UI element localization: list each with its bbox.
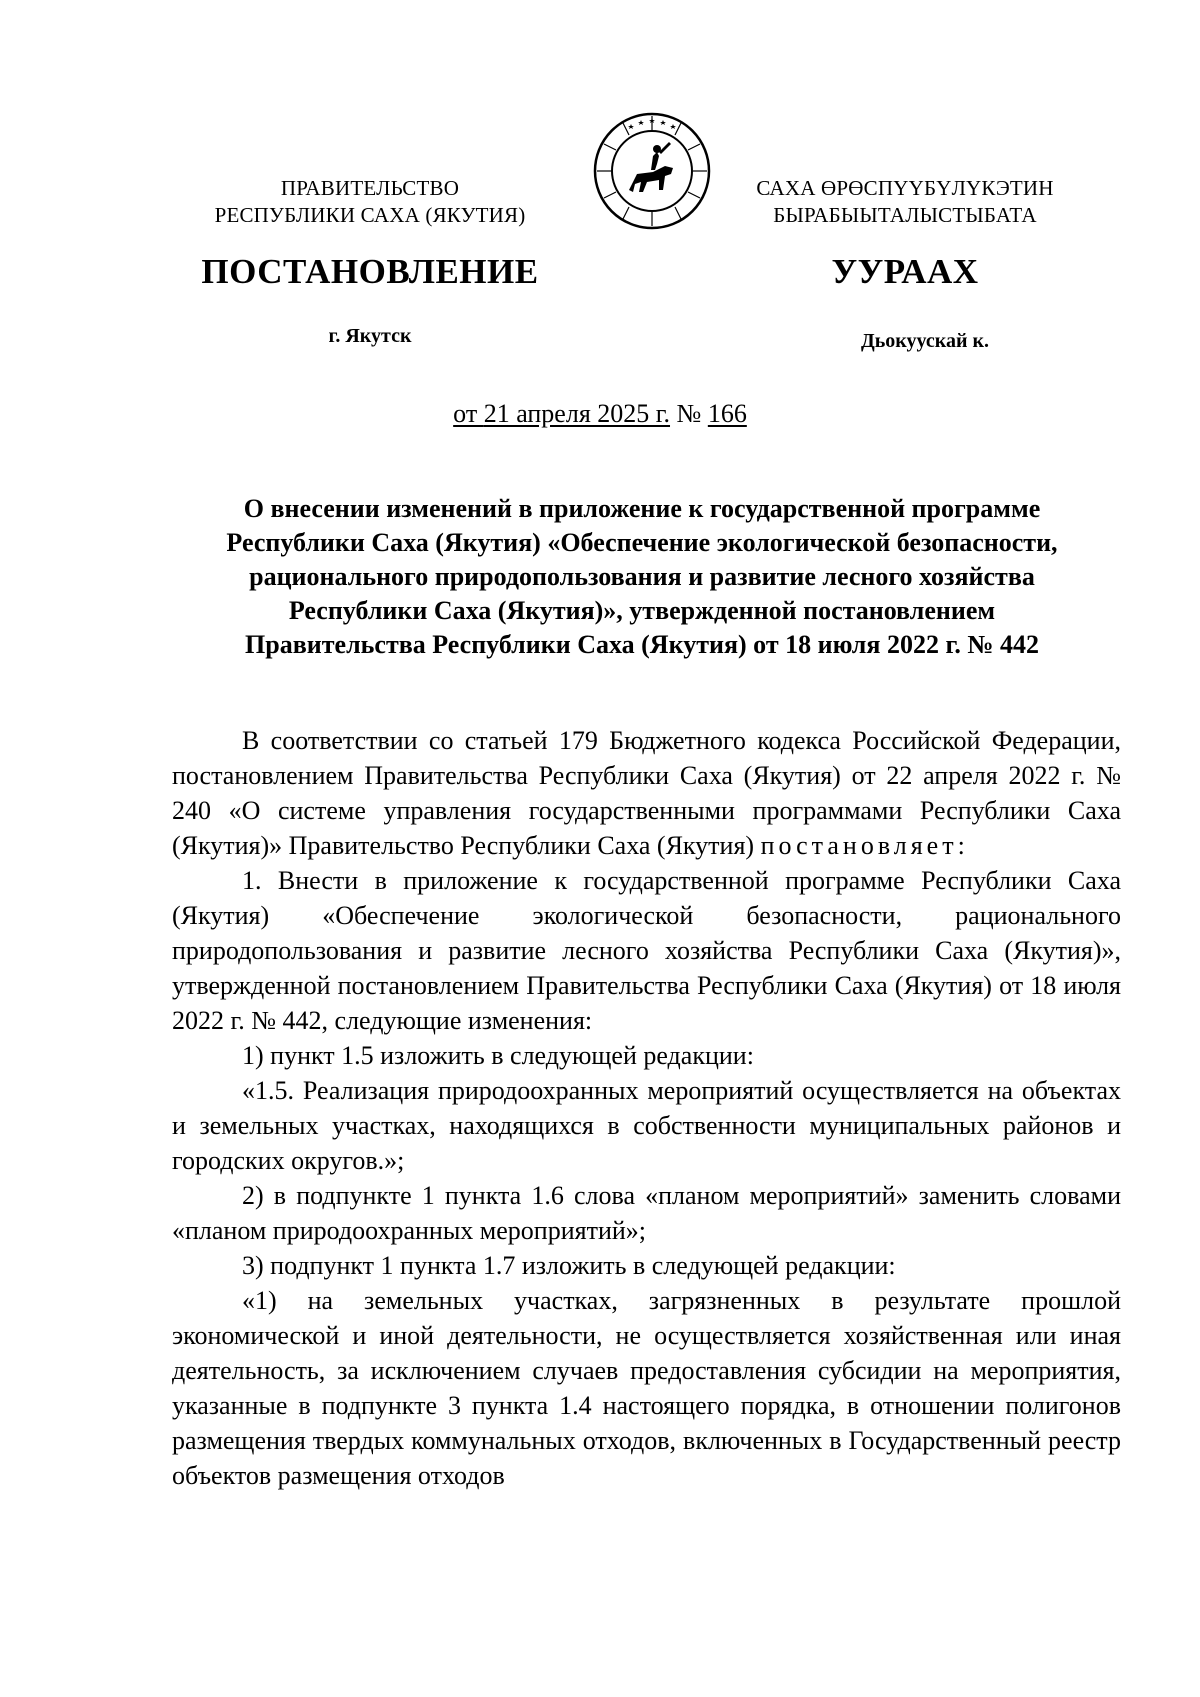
doc-type-ru: ПОСТАНОВЛЕНИЕ [201,252,539,291]
title-line: Республики Саха (Якутия) «Обеспечение экологической безопасности, [226,528,1058,557]
number-sign: № [670,399,708,428]
preamble-resolves: постановляет: [760,831,969,860]
title-line: рационального природопользования и развитие лесного хозяйства [249,562,1035,591]
city-sakha: Дьокуускай к. [860,330,990,352]
issuer-ru [180,175,560,229]
paragraph-subitem-2: 2) в подпункте 1 пункта 1.6 слова «планом мероприятий» заменить словами «планом природоохранных мероприятий»; [172,1181,1121,1245]
coat-of-arms-emblem-icon [593,112,711,230]
document-body [172,723,1121,1493]
paragraph-item-1: 1. Внести в приложение к государственной программе Республики Саха (Якутия) «Обеспечение экологической безопасности, рационального природопользования и развитие лесного хозяйства Республики Саха (Якутия)», утвержденной постановлением Правительства Республики Саха (Якутия) от 18 июля 2022 г. № 442, следующие изменения: [172,866,1121,1035]
paragraph-preamble [172,723,1121,863]
paragraph-subitem-1: 1) пункт 1.5 изложить в следующей редакции: [242,1041,754,1070]
paragraph-quote-1-7: «1) на земельных участках, загрязненных в результате прошлой экономической и иной деятельности, не осуществляется хозяйственная или иная деятельность, за исключением случаев предоставления субсидии на мероприятия, указанные в подпункте 3 пункта 1.4 настоящего порядка, в отношении полигонов размещения твердых коммунальных отходов, включенных в Государственный реестр объектов размещения отходов [172,1286,1121,1490]
issuer-sakha [715,175,1095,229]
date-prefix: от [453,399,484,428]
paragraph-subitem-3: 3) подпункт 1 пункта 1.7 изложить в следующей редакции: [242,1251,896,1280]
preamble-text: В соответствии со статьей 179 Бюджетного кодекса Российской Федерации, постановлением Правительства Республики Саха (Якутия) от 22 апреля 2022 г. № 240 «О системе управления государственными программами Республики Саха (Якутия)» Правительство Республики Саха (Якутия) [172,726,1121,860]
date-number-line [0,399,1200,429]
title-line: О внесении изменений в приложение к государственной программе [243,494,1041,523]
date-value: 21 апреля 2025 г. [483,399,671,428]
document-title [172,492,1112,662]
issuer-sakha-line2: БЫРАБЫЫТАЛЫСТЫБАТА [773,203,1037,227]
doc-type-sakha: УУРААХ [831,252,979,291]
issuer-ru-line1: ПРАВИТЕЛЬСТВО [280,176,460,200]
title-line: Республики Саха (Якутия)», утвержденной постановлением [288,596,996,625]
city-ru: г. Якутск [328,325,412,347]
number-value: 166 [707,399,747,428]
issuer-ru-line2: РЕСПУБЛИКИ САХА (ЯКУТИЯ) [214,203,526,227]
title-line: Правительства Республики Саха (Якутия) от 18 июля 2022 г. № 442 [245,630,1039,659]
paragraph-quote-1-5: «1.5. Реализация природоохранных мероприятий осуществляется на объектах и земельных участках, находящихся в собственности муниципальных районов и городских округов.»; [172,1076,1121,1175]
issuer-sakha-line1: САХА ӨРӨСПҮҮБҮЛҮКЭТИН [756,176,1054,200]
